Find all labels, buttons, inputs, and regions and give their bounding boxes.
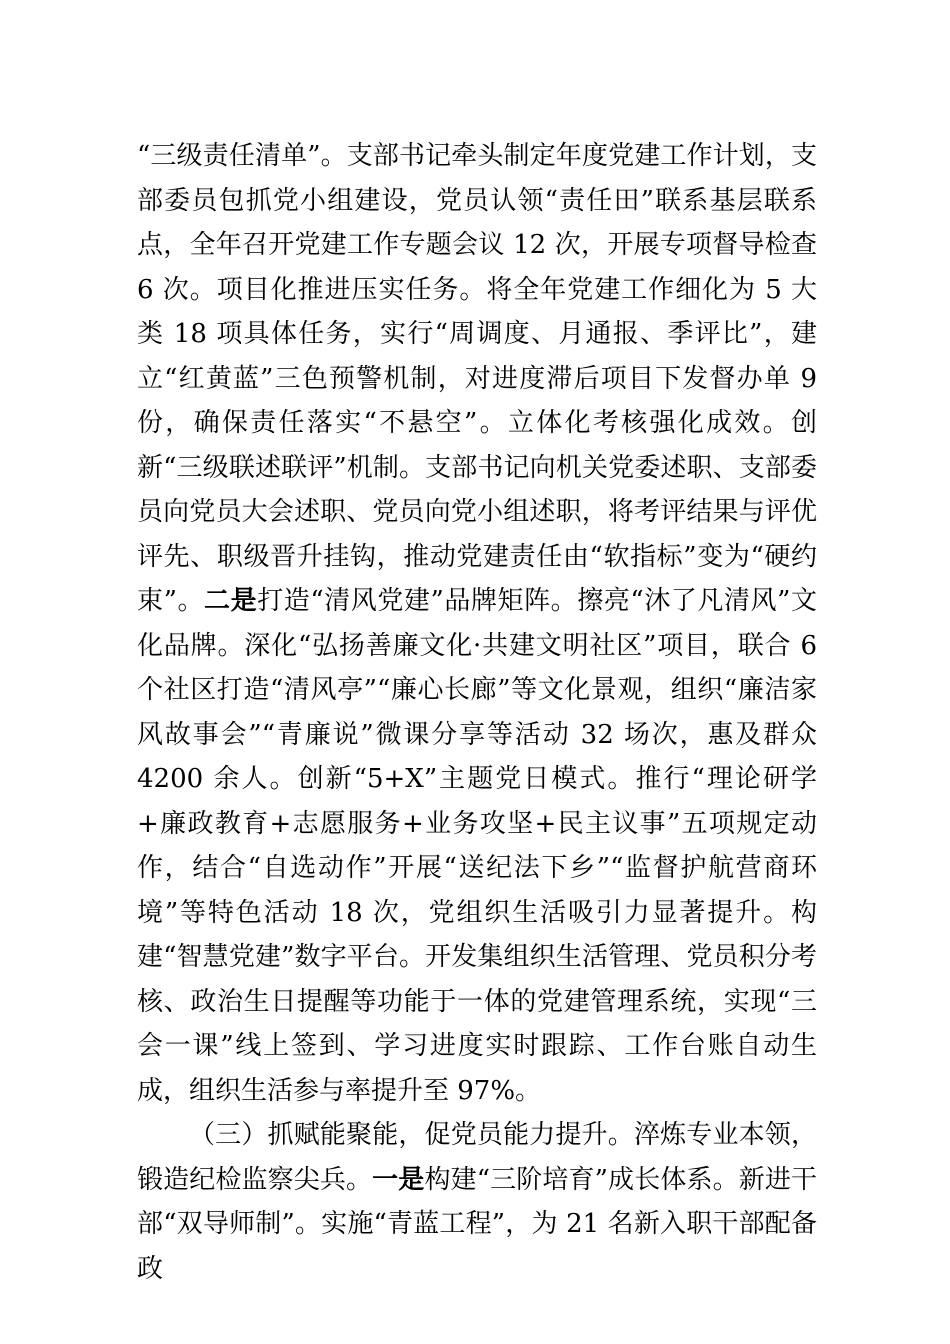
paragraph-1-text-a: “三级责任清单”。支部书记牵头制定年度党建工作计划，支部委员包抓党小组建设，党员认领“责任田”联系基层联系点，全年召开党建工作专题会议 12 次，开展专项督导检查 6 次。项目化推进压实任务。将全年党建工作细化为 5 大类 18 项具体任务，实行“周调度、月通报、季评比”，建立“红黄蓝”三色预警机制，对进度滞后项目下发督办单 9 份，确保责任落实“不悬空”。立体化考核强化成效。创新“三级联述联评”机制。支部书记向机关党委述职、支部委员向党员大会述职、党员向党小组述职，将考评结果与评优评先、职级晋升挂钩，推动党建责任由“软指标”变为“硬约束”。 xyxy=(137,141,817,616)
paragraph-1 xyxy=(137,134,817,1113)
paragraph-2-bold-marker: 一是 xyxy=(372,1164,425,1195)
paragraph-1-bold-marker: 二是 xyxy=(204,586,258,616)
paragraph-2-text-b: 构建“三阶培育”成长体系。新进干部“双导师制”。实施“青蓝工程”，为 21 名新入职干部配备政 xyxy=(137,1164,817,1284)
paragraph-2 xyxy=(137,1113,817,1291)
paragraph-1-text-b: 打造“清风党建”品牌矩阵。擦亮“沐了凡清风”文化品牌。深化“弘扬善廉文化·共建文明社区”项目，联合 6 个社区打造“清风亭”“廉心长廊”等文化景观，组织“廉洁家风故事会”“青廉说”微课分享等活动 32 场次，惠及群众 4200 余人。创新“5+X”主题党日模式。推行“理论研学+廉政教育+志愿服务+业务攻坚+民主议事”五项规定动作，结合“自选动作”开展“送纪法下乡”“监督护航营商环境”等特色活动 18 次，党组织生活吸引力显著提升。构建“智慧党建”数字平台。开发集组织生活管理、党员积分考核、政治生日提醒等功能于一体的党建管理系统，实现“三会一课”线上签到、学习进度实时跟踪、工作台账自动生成，组织生活参与率提升至 97%。 xyxy=(137,586,817,1106)
paragraph-2-text-a: （三）抓赋能聚能，促党员能力提升。淬炼专业本领，锻造纪检监察尖兵。 xyxy=(137,1120,817,1195)
document-body xyxy=(137,134,817,1291)
